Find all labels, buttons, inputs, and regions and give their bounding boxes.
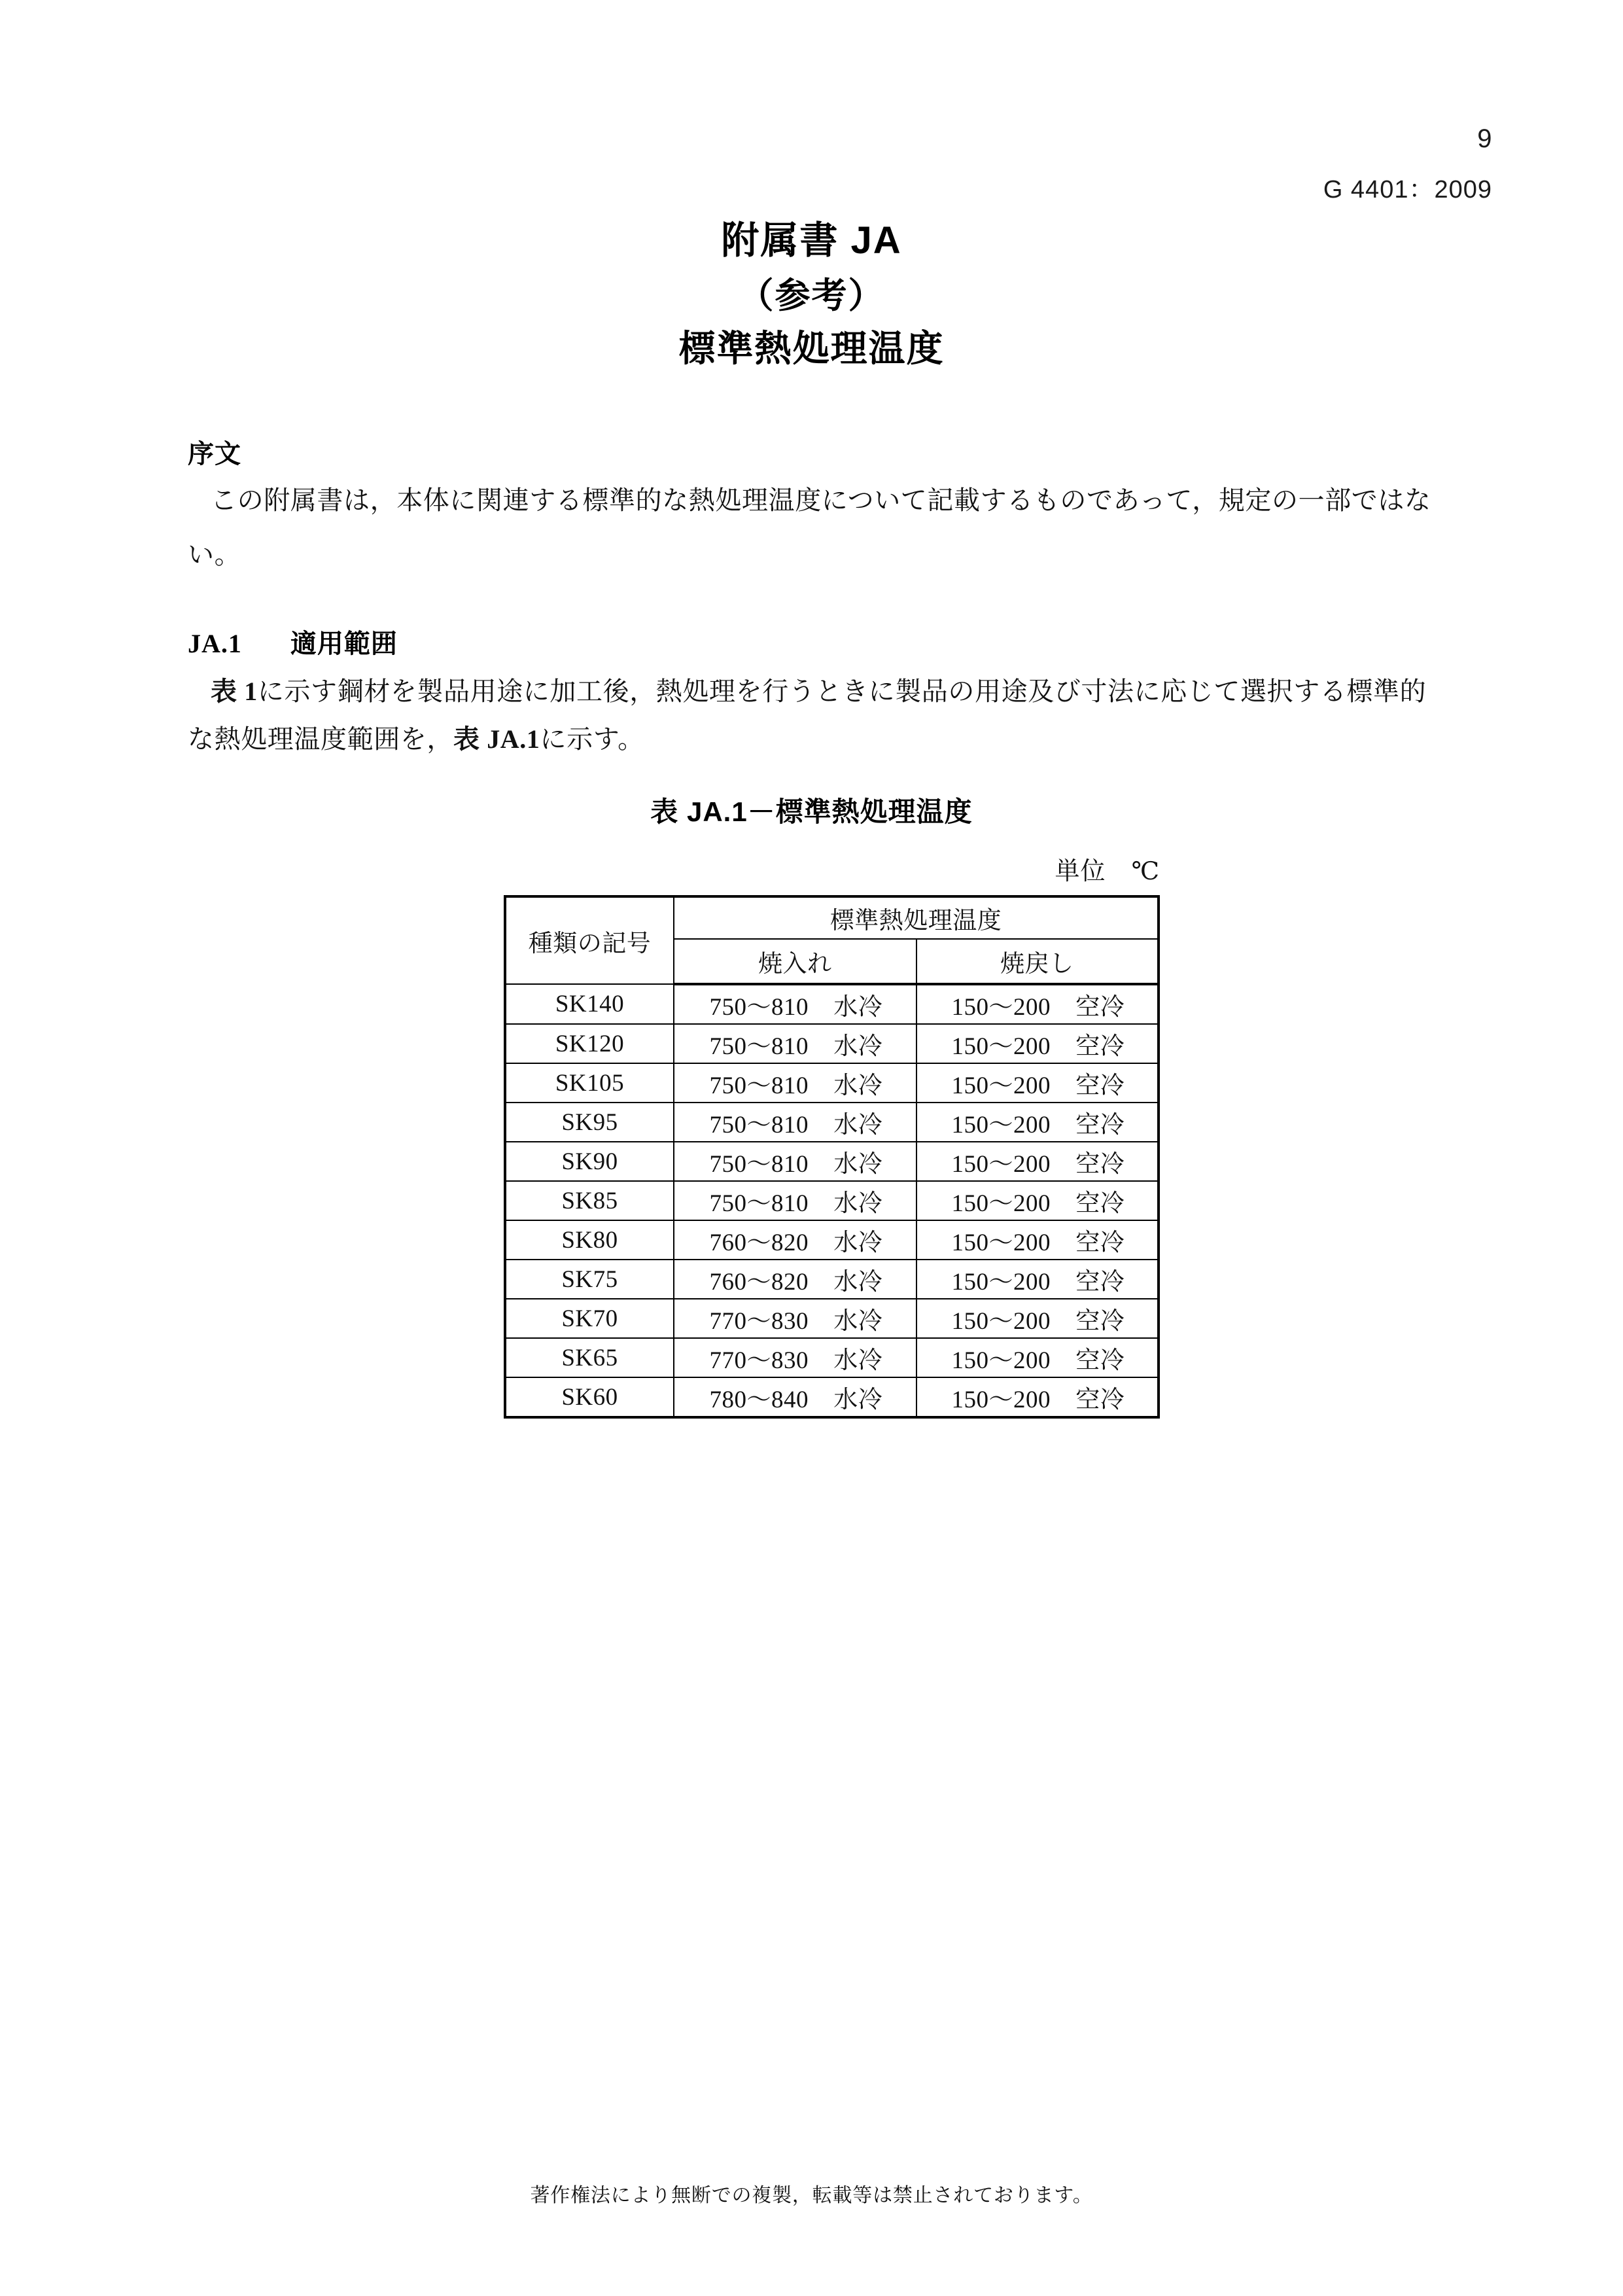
cell-temper-range: 150〜200 <box>951 1386 1051 1413</box>
cell-quench-range: 760〜820 <box>709 1269 809 1296</box>
scope-line-1-text: に示す鋼材を製品用途に加工後，熱処理を行うときに製品の用途及び寸法に応じて選択する標準的 <box>257 677 1427 706</box>
cell-quench-method: 水冷 <box>833 1386 883 1413</box>
cell-tempering <box>916 984 1159 1024</box>
cell-tempering <box>916 1299 1159 1338</box>
copyright-notice: 著作権法により無断での複製，転載等は禁止されております。 <box>530 2185 1093 2206</box>
cell-quench-range: 780〜840 <box>709 1386 809 1413</box>
cell-quenching <box>674 1024 916 1063</box>
cell-tempering <box>916 1142 1159 1181</box>
cell-symbol: SK95 <box>505 1103 674 1142</box>
foreword-paragraph-line-2: い。 <box>188 540 241 569</box>
table-caption: 表 JA.1－標準熱処理温度 <box>650 796 973 827</box>
header-symbol: 種類の記号 <box>505 896 674 984</box>
table-header-row-1 <box>505 896 1159 939</box>
cell-tempering <box>916 1377 1159 1417</box>
cell-quench-method: 水冷 <box>833 1072 883 1099</box>
cell-tempering <box>916 1181 1159 1220</box>
cell-temper-method: 空冷 <box>1075 1229 1125 1256</box>
cell-temper-range: 150〜200 <box>951 1308 1051 1335</box>
scope-ref-table-1: 表 1 <box>211 677 258 706</box>
cell-quench-range: 750〜810 <box>709 994 809 1021</box>
scope-line-2-text-a: な熱処理温度範囲を， <box>188 724 453 754</box>
cell-quench-range: 760〜820 <box>709 1229 809 1256</box>
table-row <box>505 1338 1159 1377</box>
scope-line-2-text-c: に示す。 <box>540 724 644 754</box>
foreword-paragraph-line-1: この附属書は，本体に関連する標準的な熱処理温度について記載するものであって，規定の一部ではな <box>211 486 1431 515</box>
cell-temper-method: 空冷 <box>1075 1190 1125 1217</box>
cell-quench-method: 水冷 <box>833 994 883 1021</box>
cell-quench-range: 770〜830 <box>709 1308 809 1335</box>
page-number: 9 <box>1477 124 1492 153</box>
cell-quenching <box>674 1338 916 1377</box>
cell-temper-method: 空冷 <box>1075 1151 1125 1178</box>
cell-temper-range: 150〜200 <box>951 1112 1051 1139</box>
cell-quenching <box>674 1299 916 1338</box>
scope-heading <box>188 623 398 660</box>
table-row <box>505 1142 1159 1181</box>
cell-quenching <box>674 984 916 1024</box>
scope-heading-label: 適用範囲 <box>290 629 398 658</box>
cell-tempering <box>916 1103 1159 1142</box>
cell-temper-range: 150〜200 <box>951 1347 1051 1374</box>
cell-quench-method: 水冷 <box>833 1151 883 1178</box>
heat-treatment-table <box>504 895 1160 1419</box>
header-tempering: 焼戻し <box>916 939 1159 984</box>
annex-title: 附属書 JA <box>721 219 902 262</box>
cell-temper-range: 150〜200 <box>951 1151 1051 1178</box>
annex-subject-title: 標準熱処理温度 <box>678 327 945 369</box>
cell-quench-range: 750〜810 <box>709 1072 809 1099</box>
cell-symbol: SK75 <box>505 1260 674 1299</box>
cell-quench-method: 水冷 <box>833 1229 883 1256</box>
cell-quenching <box>674 1260 916 1299</box>
cell-symbol: SK90 <box>505 1142 674 1181</box>
cell-quenching <box>674 1181 916 1220</box>
scope-ref-table-ja1: 表 JA.1 <box>453 724 540 754</box>
table-row <box>505 1260 1159 1299</box>
foreword-heading: 序文 <box>188 439 241 468</box>
table-row <box>505 1377 1159 1417</box>
cell-temper-method: 空冷 <box>1075 1347 1125 1374</box>
cell-quench-method: 水冷 <box>833 1112 883 1139</box>
standard-identifier: G 4401：2009 <box>1323 176 1492 203</box>
cell-tempering <box>916 1063 1159 1103</box>
cell-tempering <box>916 1220 1159 1260</box>
cell-temper-method: 空冷 <box>1075 1269 1125 1296</box>
table-row <box>505 1299 1159 1338</box>
table-row <box>505 1024 1159 1063</box>
cell-quench-method: 水冷 <box>833 1033 883 1060</box>
cell-quench-method: 水冷 <box>833 1190 883 1217</box>
cell-temper-method: 空冷 <box>1075 1033 1125 1060</box>
cell-symbol: SK60 <box>505 1377 674 1417</box>
cell-quenching <box>674 1377 916 1417</box>
cell-temper-method: 空冷 <box>1075 994 1125 1021</box>
cell-tempering <box>916 1260 1159 1299</box>
cell-temper-range: 150〜200 <box>951 1190 1051 1217</box>
cell-quench-range: 770〜830 <box>709 1347 809 1374</box>
cell-temper-method: 空冷 <box>1075 1072 1125 1099</box>
cell-quench-range: 750〜810 <box>709 1033 809 1060</box>
header-quenching: 焼入れ <box>674 939 916 984</box>
cell-temper-range: 150〜200 <box>951 1269 1051 1296</box>
header-group-temperature: 標準熱処理温度 <box>674 896 1159 939</box>
scope-paragraph-line-2 <box>188 726 644 752</box>
cell-quench-method: 水冷 <box>833 1269 883 1296</box>
cell-symbol: SK120 <box>505 1024 674 1063</box>
table-row <box>505 1220 1159 1260</box>
cell-symbol: SK140 <box>505 984 674 1024</box>
table-row <box>505 1103 1159 1142</box>
scope-heading-number: JA.1 <box>188 629 242 658</box>
cell-symbol: SK65 <box>505 1338 674 1377</box>
cell-quenching <box>674 1103 916 1142</box>
cell-quenching <box>674 1220 916 1260</box>
cell-symbol: SK105 <box>505 1063 674 1103</box>
cell-quenching <box>674 1142 916 1181</box>
cell-quench-method: 水冷 <box>833 1347 883 1374</box>
cell-temper-method: 空冷 <box>1075 1112 1125 1139</box>
cell-tempering <box>916 1338 1159 1377</box>
cell-symbol: SK80 <box>505 1220 674 1260</box>
cell-temper-method: 空冷 <box>1075 1386 1125 1413</box>
scope-paragraph-line-1 <box>211 679 1426 705</box>
cell-symbol: SK85 <box>505 1181 674 1220</box>
cell-symbol: SK70 <box>505 1299 674 1338</box>
title-block <box>0 216 1623 373</box>
cell-temper-range: 150〜200 <box>951 1229 1051 1256</box>
cell-temper-range: 150〜200 <box>951 994 1051 1021</box>
cell-temper-range: 150〜200 <box>951 1033 1051 1060</box>
cell-quench-method: 水冷 <box>833 1308 883 1335</box>
cell-quench-range: 750〜810 <box>709 1190 809 1217</box>
table-row <box>505 984 1159 1024</box>
cell-tempering <box>916 1024 1159 1063</box>
annex-informative-label: （参考） <box>738 275 885 315</box>
table-row <box>505 1063 1159 1103</box>
table-unit-label: 単位 ℃ <box>1055 858 1160 885</box>
cell-temper-range: 150〜200 <box>951 1072 1051 1099</box>
cell-quenching <box>674 1063 916 1103</box>
cell-quench-range: 750〜810 <box>709 1112 809 1139</box>
cell-quench-range: 750〜810 <box>709 1151 809 1178</box>
cell-temper-method: 空冷 <box>1075 1308 1125 1335</box>
table-row <box>505 1181 1159 1220</box>
